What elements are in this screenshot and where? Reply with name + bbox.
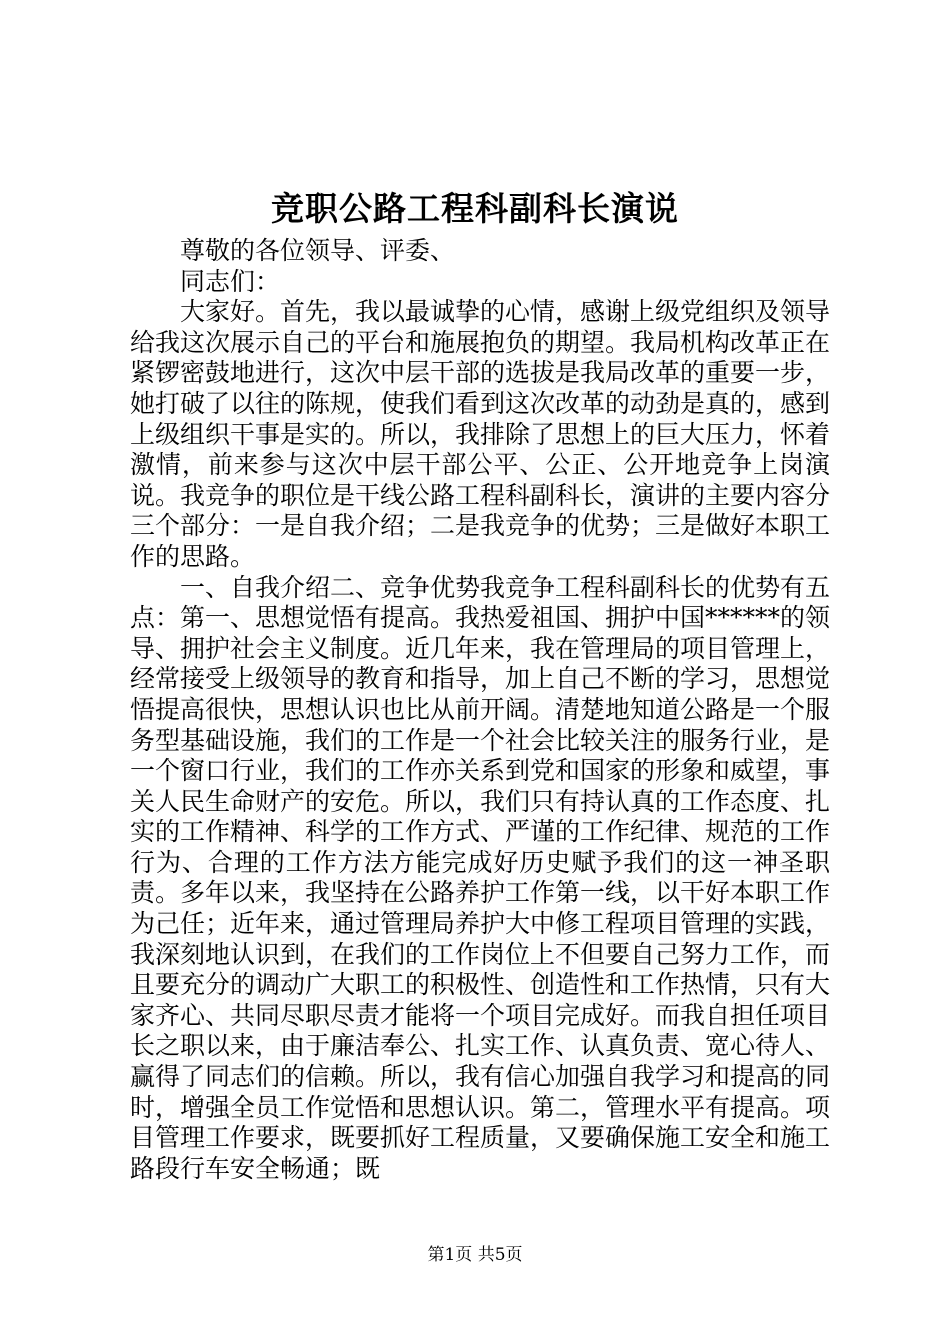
document-body — [130, 236, 830, 1184]
paragraph-self-intro: 一、自我介绍二、竞争优势我竞争工程科副科长的优势有五点：第一、思想觉悟有提高。我热爱祖国、拥护中国******的领导、拥护社会主义制度。近几年来，我在管理局的项目管理上，经常接受上级领导的教育和指导，加上自己不断的学习，思想觉悟提高很快，思想认识也比从前开阔。清楚地知道公路是一个服务型基础设施，我们的工作是一个社会比较关注的服务行业，是一个窗口行业，我们的工作亦关系到党和国家的形象和威望，事关人民生命财产的安危。所以，我们只有持认真的工作态度、扎实的工作精神、科学的工作方式、严谨的工作纪律、规范的工作行为、合理的工作方法方能完成好历史赋予我们的这一神圣职责。多年以来，我坚持在公路养护工作第一线，以干好本职工作为己任；近年来，通过管理局养护大中修工程项目管理的实践，我深刻地认识到，在我们的工作岗位上不但要自己努力工作，而且要充分的调动广大职工的积极性、创造性和工作热情，只有大家齐心、共同尽职尽责才能将一个项目完成好。而我自担任项目长之职以来，由于廉洁奉公、扎实工作、认真负责、宽心待人、赢得了同志们的信赖。所以，我有信心加强自我学习和提高的同时，增强全员工作觉悟和思想认识。第二，管理水平有提高。项目管理工作要求，既要抓好工程质量，又要确保施工安全和施工路段行车安全畅通；既 — [130, 572, 831, 1183]
salutation-line-2: 同志们： — [180, 266, 281, 296]
page-footer: 第1页 共5页 — [427, 1245, 523, 1265]
paragraph-greeting: 大家好。首先，我以最诚挚的心情，感谢上级党组织及领导给我这次展示自己的平台和施展抱负的期望。我局机构改革正在紧锣密鼓地进行，这次中层干部的选拔是我局改革的重要一步，她打破了以往的陈规，使我们看到这次改革的动劲是真的，感到上级组织干事是实的。所以，我排除了思想上的巨大压力，怀着激情，前来参与这次中层干部公平、公正、公开地竞争上岗演说。我竞争的职位是干线公路工程科副科长，演讲的主要内容分三个部分：一是自我介绍；二是我竞争的优势；三是做好本职工作的思路。 — [130, 297, 831, 571]
document-title: 竞职公路工程科副科长演说 — [271, 189, 679, 228]
salutation-line-1: 尊敬的各位领导、评委、 — [180, 236, 456, 265]
